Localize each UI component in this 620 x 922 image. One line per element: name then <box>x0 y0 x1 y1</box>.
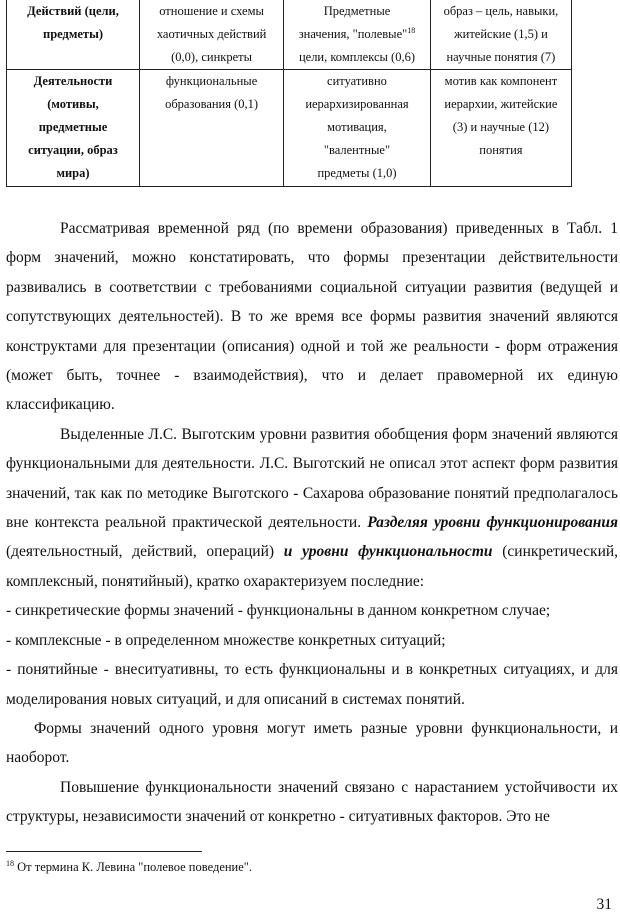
list-item: - комплексные - в определенном множестве конкретных ситуаций; <box>6 631 446 649</box>
footnote-text: От термина К. Левина "полевое поведение". <box>17 860 253 874</box>
table-row <box>7 0 572 70</box>
paragraph: Рассматривая временной ряд (по времени образования) приведенных в Табл. 1 форм значений, можно констатировать, что формы презентации действительности развивались в соответствии с требованиями социальной ситуации развития (ведущей и сопутствующих деятельностей). В то же время все формы развития значений являются конструктами для презентации (описания) одной и той же реальности - форм отражения (может быть, точнее - взаимодействия), что и делает правомерной их единую классификацию. <box>6 220 618 414</box>
table-cell: Предметные значения, "полевые"$^{18}$ цели, комплексы (0,6) <box>284 0 431 70</box>
paragraph: Формы значений одного уровня могут иметь разные уровни функциональности, и наоборот. <box>6 719 618 767</box>
emphasis: Разделяя уровни функционирования <box>367 514 619 532</box>
footnote-divider <box>6 851 202 852</box>
table-cell: Деятельности (мотивы, предметные ситуации, образ мира) <box>7 70 140 187</box>
table-cell: образ – цель, навыки, житейские (1,5) и научные понятия (7) <box>430 0 571 70</box>
table-cell: мотив как компонент иерархии, житейские (3) и научные (12) понятия <box>430 70 571 187</box>
page-number: 31 <box>596 896 612 913</box>
footnote <box>6 858 252 876</box>
list-item: - синкретические формы значений - функциональны в данном конкретном случае; <box>6 602 551 620</box>
table-cell: Действий (цели, предметы) <box>7 0 140 70</box>
body-text <box>6 214 618 832</box>
table-cell: ситуативно иерархизированная мотивация, "валентные" предметы (1,0) <box>284 70 431 187</box>
table-cell: функциональные образования (0,1) <box>140 70 284 187</box>
emphasis: и уровни функциональности <box>283 543 493 561</box>
levels-table <box>6 0 572 187</box>
list-item: - понятийные - внеситуативны, то есть функциональны и в конкретных ситуациях, и для моделирования новых ситуаций, и для описаний в системах понятий. <box>6 661 618 708</box>
footnote-number: 18 <box>6 859 14 868</box>
table-row <box>7 70 572 187</box>
table-cell: отношение и схемы хаотичных действий (0,0), синкреты <box>140 0 284 70</box>
paragraph: Выделенные Л.С. Выготским уровни развития обобщения форм значений являются функциональными для деятельности. Л.С. Выготский не описал этот аспект форм развития значений, так как по методике Выготского - Сахарова образование понятий предполагалось вне контекста реальной практической деятельности. Разделяя уровни функционирования (деятельностный, действий, операций) и уровни функциональности (синкретический, комплексный, понятийный), кратко охарактеризуем последние: <box>6 425 619 590</box>
paragraph: Повышение функциональности значений связано с нарастанием устойчивости их структуры, независимости значений от конкретно - ситуативных факторов. Это не <box>6 778 618 826</box>
footnote-ref[interactable]: 18 <box>407 26 416 35</box>
